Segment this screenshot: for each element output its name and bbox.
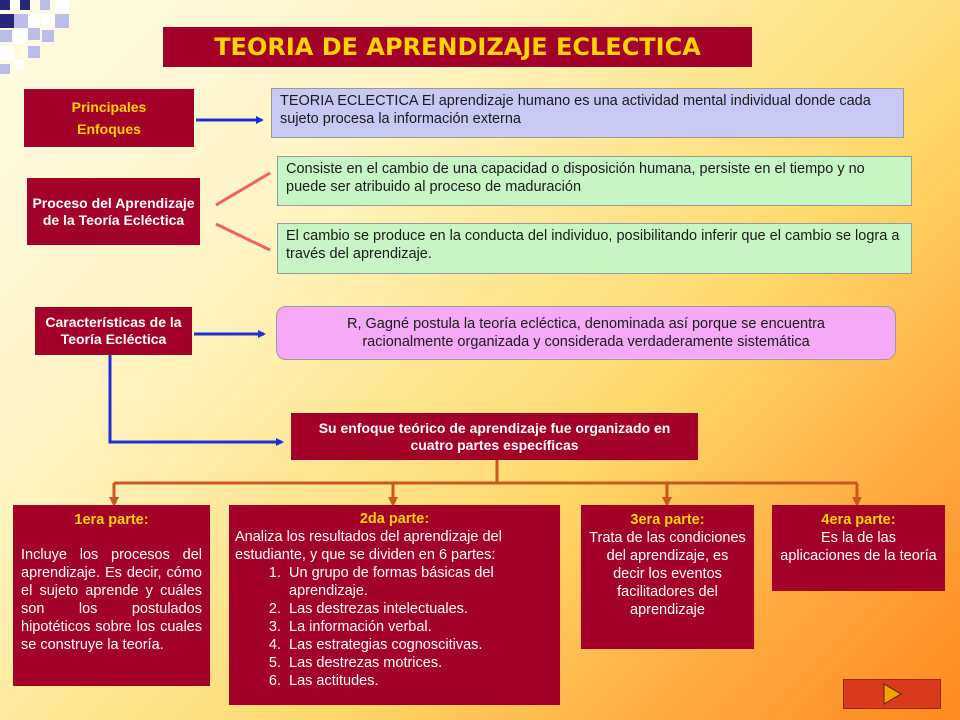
proceso-text-2: El cambio se produce en la conducta del individuo, posibilitando inferir que el cambio se logra a través del aprendizaje. xyxy=(277,223,912,274)
part-1-head: 1era parte: xyxy=(74,512,149,528)
enfoques-label-line1: Principales xyxy=(71,98,147,115)
part-3-card xyxy=(581,505,754,649)
caracteristicas-label: Características de la Teoría Ecléctica xyxy=(35,307,192,355)
arrow-enfoque-teorico xyxy=(110,354,282,442)
page-title: TEORIA DE APRENDIZAJE ECLECTICA xyxy=(163,27,752,67)
part-2-intro: Analiza los resultados del aprendizaje del estudiante, y que se dividen en 6 partes: xyxy=(235,529,502,563)
proceso-text-1: Consiste en el cambio de una capacidad o disposición humana, persiste en el tiempo y no puede ser atribuido al proceso de maduración xyxy=(277,156,912,206)
enfoques-text: TEORIA ECLECTICA El aprendizaje humano es una actividad mental individual donde cada sujeto procesa la información externa xyxy=(271,88,904,138)
part-2-item: 1. Un grupo de formas básicas del aprendizaje. xyxy=(285,564,554,600)
part-2-card xyxy=(229,505,560,705)
next-slide-button[interactable] xyxy=(843,679,941,709)
orange-tree xyxy=(114,460,857,502)
line-proceso-1 xyxy=(216,173,270,205)
part-2-item: 4. Las estrategias cognoscitivas. xyxy=(285,636,554,654)
enfoques-label xyxy=(24,89,194,147)
caracteristicas-text: R, Gagné postula la teoría ecléctica, denominada así porque se encuentra racionalmente organizada y considerada verdaderamente sistemática xyxy=(276,306,896,360)
play-triangle-icon xyxy=(881,683,903,705)
part-2-item: 6. Las actitudes. xyxy=(285,672,554,690)
part-1-card xyxy=(13,505,210,686)
proceso-label: Proceso del Aprendizaje de la Teoría Ecléctica xyxy=(27,178,200,245)
part-2-item: 5. Las destrezas motrices. xyxy=(285,654,554,672)
enfoques-label-line2: Enfoques xyxy=(77,120,141,137)
line-proceso-2 xyxy=(216,224,270,250)
part-1-text: Incluye los procesos del aprendizaje. Es decir, cómo el sujeto aprende y cuáles son los postulados hipotéticos sobre los cuales se construye la teoría. xyxy=(21,547,202,653)
part-2-list xyxy=(235,564,554,690)
red-lines xyxy=(216,173,270,250)
part-2-item: 3. La información verbal. xyxy=(285,618,554,636)
blue-arrows xyxy=(110,120,282,442)
part-2-head: 2da parte: xyxy=(359,511,430,527)
part-4-text: Es la de las aplicaciones de la teoría xyxy=(780,530,937,564)
part-4-card xyxy=(772,505,945,591)
part-3-head: 3era parte: xyxy=(630,512,705,528)
part-2-item: 2. Las destrezas intelectuales. xyxy=(285,600,554,618)
part-4-head: 4era parte: xyxy=(821,512,896,528)
enfoque-teorico-box: Su enfoque teórico de aprendizaje fue organizado en cuatro partes específicas xyxy=(291,413,698,460)
part-3-text: Trata de las condiciones del aprendizaje, es decir los eventos facilitadores del aprendizaje xyxy=(589,530,746,618)
